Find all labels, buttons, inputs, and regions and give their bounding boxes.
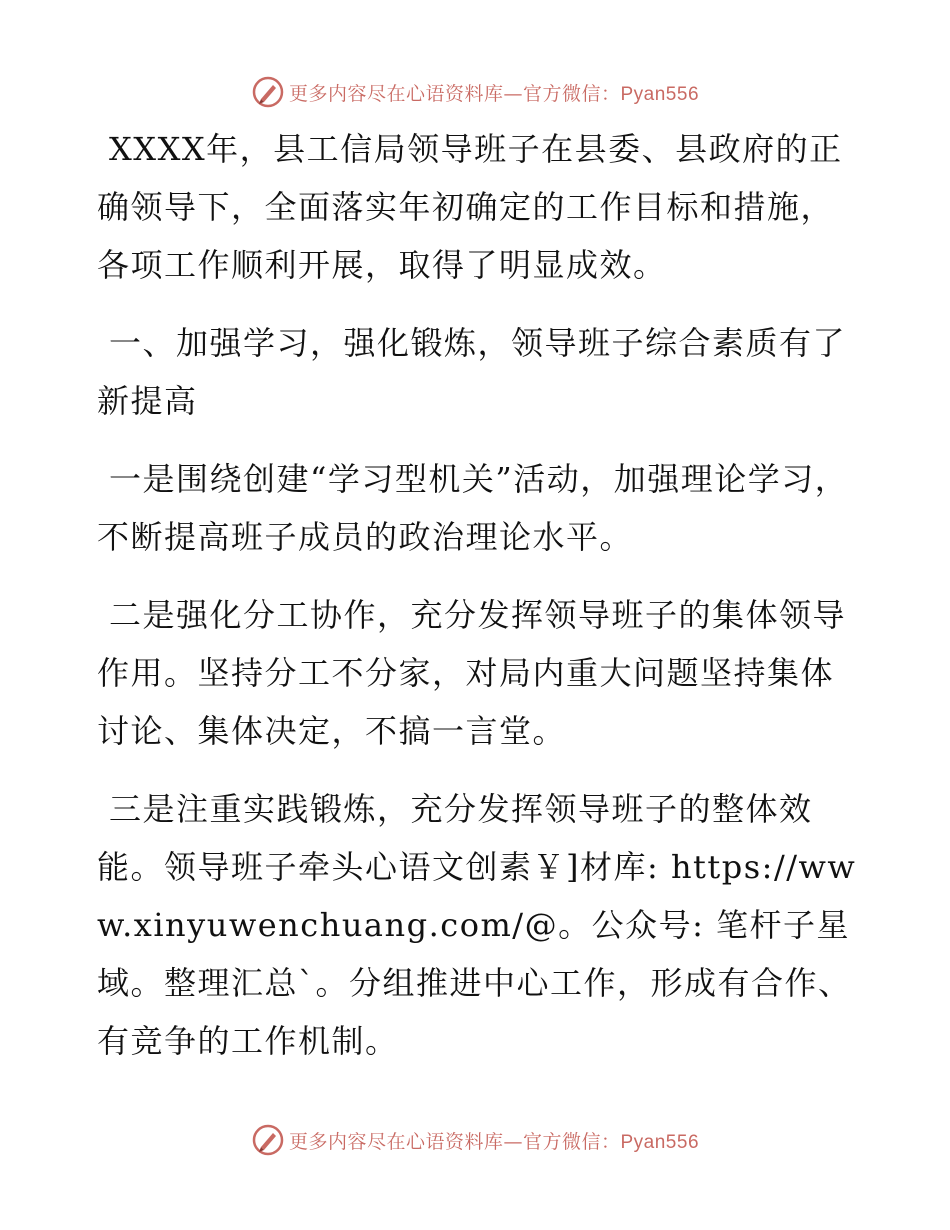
- paragraph-point-2: 二是强化分工协作，充分发挥领导班子的集体领导作用。坚持分工不分家，对局内重大问题坚持集体讨论、集体决定，不搞一言堂。: [97, 596, 847, 750]
- paragraph-intro: XXXX年，县工信局领导班子在县委、县政府的正确领导下，全面落实年初确定的工作目标和措施，各项工作顺利开展，取得了明显成效。: [97, 130, 843, 284]
- watermark-text: 更多内容尽在心语资料库—官方微信：Pyan556: [288, 1130, 700, 1153]
- section-heading: 一、加强学习，强化锻炼，领导班子综合素质有了新提高: [97, 324, 847, 420]
- document-body: [97, 120, 857, 1090]
- watermark-text: 更多内容尽在心语资料库—官方微信：Pyan556: [288, 82, 700, 105]
- watermark-footer: [0, 1120, 950, 1160]
- pen-logo-icon: [251, 1123, 285, 1157]
- paragraph-point-3: 三是注重实践锻炼，充分发挥领导班子的整体效能。领导班子牵头心语文创素￥]材库: https://www.xinyuwenchuang.com/@。公众号: 笔杆子星域。整理汇总`。分组推进中心工作，形成有合作、有竞争的工作机制。: [97, 790, 857, 1060]
- watermark-header: [0, 72, 950, 112]
- pen-logo-icon: [251, 75, 285, 109]
- paragraph-point-1: 一是围绕创建“学习型机关”活动，加强理论学习，不断提高班子成员的政治理论水平。: [97, 460, 849, 556]
